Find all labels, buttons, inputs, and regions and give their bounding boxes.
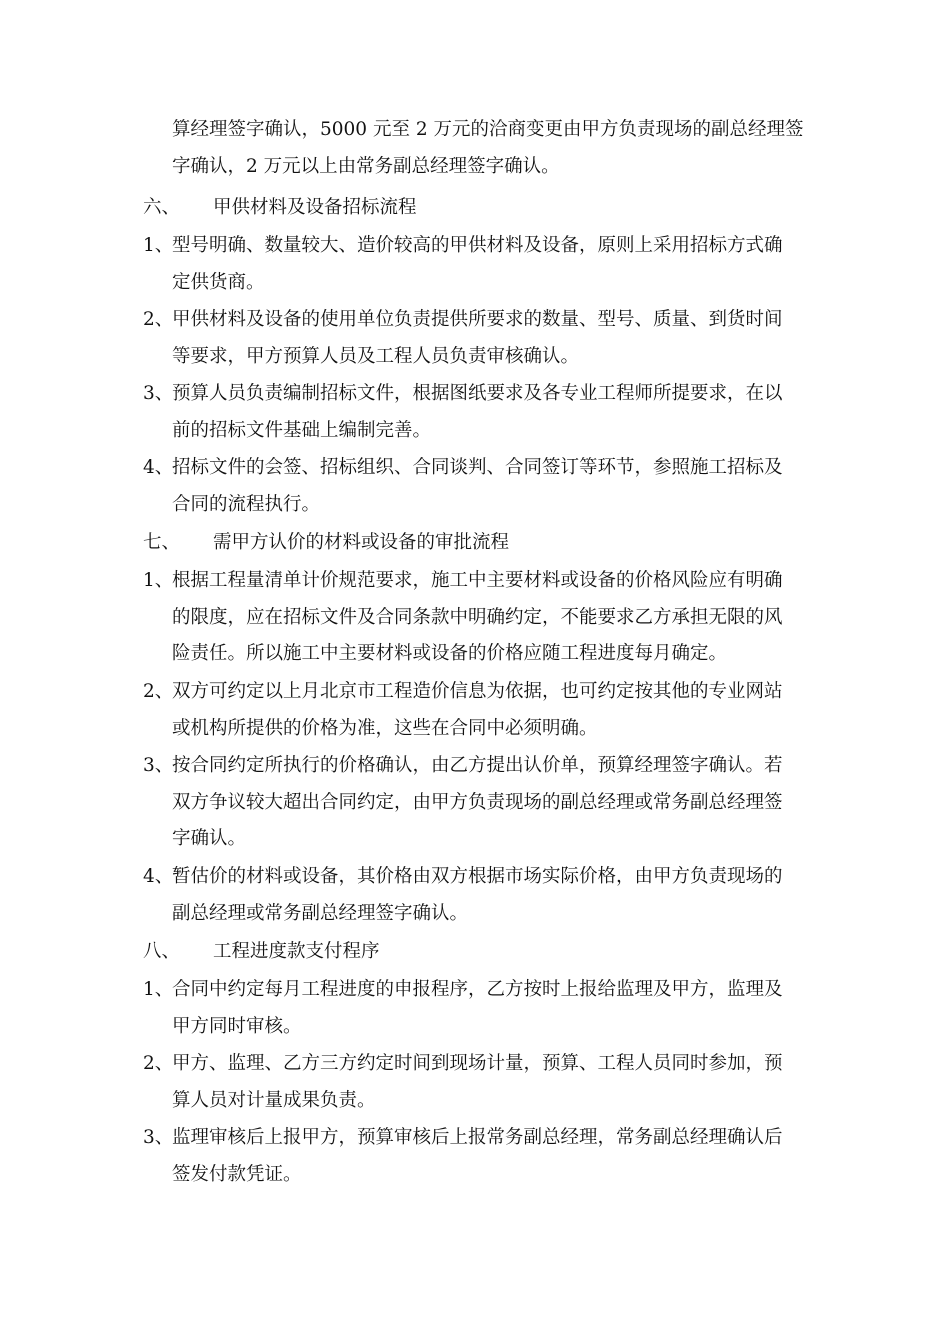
item-number: 2、 (143, 309, 174, 330)
item-number: 1、 (143, 235, 174, 256)
section-heading (143, 190, 417, 227)
section-number: 七、 (143, 532, 181, 553)
list-item (143, 563, 813, 673)
item-line: 算人员对计量成果负责。 (172, 1089, 376, 1111)
list-item (143, 450, 813, 523)
item-line: 甲方、监理、乙方三方约定时间到现场计量，预算、工程人员同时参加，预 (172, 1053, 783, 1074)
item-line: 预算人员负责编制招标文件，根据图纸要求及各专业工程师所提要求，在以 (172, 383, 783, 404)
item-number: 2、 (143, 681, 174, 702)
list-item (143, 302, 813, 375)
list-item (143, 748, 813, 858)
paragraph-line: 字确认，2 万元以上由常务副总经理签字确认。 (172, 155, 560, 177)
item-line: 双方可约定以上月北京市工程造价信息为依据，也可约定按其他的专业网站 (172, 681, 783, 702)
item-line: 甲供材料及设备的使用单位负责提供所要求的数量、型号、质量、到货时间 (172, 309, 783, 330)
item-number: 3、 (143, 1127, 174, 1148)
item-line: 前的招标文件基础上编制完善。 (172, 419, 432, 441)
list-item (143, 228, 813, 301)
list-item (143, 674, 813, 747)
item-number: 1、 (143, 570, 174, 591)
section-number: 六、 (143, 197, 181, 218)
section-number: 八、 (143, 941, 181, 962)
item-line: 签发付款凭证。 (172, 1163, 302, 1185)
item-line: 或机构所提供的价格为准，这些在合同中必须明确。 (172, 717, 598, 739)
item-line: 监理审核后上报甲方，预算审核后上报常务副总经理，常务副总经理确认后 (172, 1127, 783, 1148)
item-line: 按合同约定所执行的价格确认，由乙方提出认价单，预算经理签字确认。若 (172, 755, 783, 776)
section-title: 需甲方认价的材料或设备的审批流程 (213, 532, 510, 553)
item-line: 险责任。所以施工中主要材料或设备的价格应随工程进度每月确定。 (172, 643, 728, 664)
item-number: 3、 (143, 755, 174, 776)
list-item (143, 376, 813, 449)
item-number: 3、 (143, 383, 174, 404)
item-number: 2、 (143, 1053, 174, 1074)
item-line: 副总经理或常务副总经理签字确认。 (172, 902, 469, 924)
item-number: 4、 (143, 866, 174, 887)
item-line: 的限度，应在招标文件及合同条款中明确约定，不能要求乙方承担无限的风 (172, 606, 783, 628)
section-heading (143, 525, 509, 562)
item-line: 等要求，甲方预算人员及工程人员负责审核确认。 (172, 345, 580, 367)
item-line: 甲方同时审核。 (172, 1015, 302, 1037)
item-line: 根据工程量清单计价规范要求，施工中主要材料或设备的价格风险应有明确 (172, 570, 783, 591)
item-line: 字确认。 (172, 828, 247, 849)
section-title: 甲供材料及设备招标流程 (213, 197, 417, 218)
list-item (143, 1120, 813, 1193)
list-item (143, 972, 813, 1045)
list-item (143, 859, 813, 932)
item-line: 合同中约定每月工程进度的申报程序，乙方按时上报给监理及甲方，监理及 (172, 979, 783, 1000)
item-line: 双方争议较大超出合同约定，由甲方负责现场的副总经理或常务副总经理签 (172, 791, 783, 813)
section-title: 工程进度款支付程序 (213, 941, 380, 962)
paragraph-line: 算经理签字确认，5000 元至 2 万元的洽商变更由甲方负责现场的副总经理签 (172, 119, 804, 140)
item-number: 1、 (143, 979, 174, 1000)
list-item (143, 1046, 813, 1119)
section-heading (143, 934, 380, 971)
item-line: 招标文件的会签、招标组织、合同谈判、合同签订等环节，参照施工招标及 (172, 457, 783, 478)
item-line: 定供货商。 (172, 271, 265, 293)
item-line: 型号明确、数量较大、造价较高的甲供材料及设备，原则上采用招标方式确 (172, 235, 783, 256)
item-line: 暂估价的材料或设备，其价格由双方根据市场实际价格，由甲方负责现场的 (172, 866, 783, 887)
continuation-paragraph (143, 112, 813, 185)
item-number: 4、 (143, 457, 174, 478)
item-line: 合同的流程执行。 (172, 493, 321, 515)
